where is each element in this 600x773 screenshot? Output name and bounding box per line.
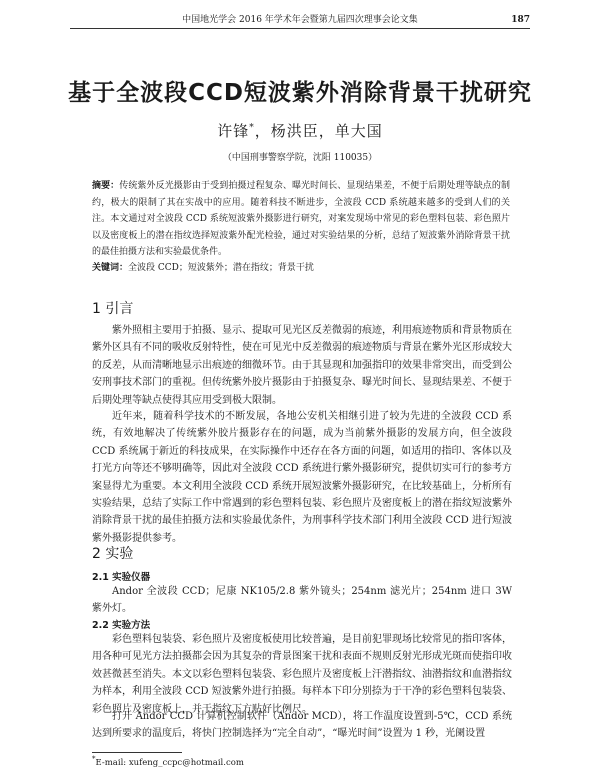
keywords-text: 全波段 CCD；短波紫外；潜在指纹；背景干扰 <box>128 263 314 273</box>
method-paragraph-2: 打开 Andor CCD 计算机控制软件（Andor MCD），将工作温度设置到-5℃，CCD 系统达到所要求的温度后，将快门控制选择为“完全自动”，“曝光时间”设置为 1 秒，光阑设置 <box>92 711 512 740</box>
page-number: 187 <box>511 15 530 25</box>
abstract <box>92 178 510 261</box>
affiliation: （中国刑事警察学院，沈阳 110035） <box>222 153 378 163</box>
abstract-label: 摘要： <box>92 181 120 191</box>
author-list <box>0 120 600 141</box>
running-header <box>70 14 530 29</box>
first-author: 许锋 <box>217 122 250 140</box>
footnote <box>92 755 244 768</box>
footnote-email: E-mail: xufeng_ccpc@hotmail.com <box>95 757 244 768</box>
section-heading-intro: 1 引言 <box>92 301 134 317</box>
footnote-mark: * <box>92 755 96 763</box>
instruments-paragraph: Andor 全波段 CCD；尼康 NK105/2.8 紫外镜头；254nm 滤光片；254nm 进口 3W 紫外灯。 <box>92 586 512 615</box>
method-paragraph-1: 彩色塑料包装袋、彩色照片及密度板使用比较普遍，是目前犯罪现场比较常见的指印客体，用各种可见光方法拍摄都会因为其复杂的背景图案干扰和表面不规则反射光形成光斑而使指印收效甚微甚至消失。本文以彩色塑料包装袋、彩色照片及密度板上汗潜指纹、油潜指纹和血潜指纹为样本，利用全波段 CCD 短波紫外进行拍摄。每样本下印分别捺为于干净的彩色塑料包装袋、彩色照片及密度板上，并于指纹下方贴好比例尺。 <box>92 634 512 715</box>
keywords <box>92 261 510 275</box>
intro-paragraph-2: 近年来，随着科学技术的不断发展，各地公安机关相继引进了较为先进的全波段 CCD 系统，有效地解决了传统紫外胶片摄影存在的问题，成为当前紫外摄影的发展方向，但全波段 CCD 系统属于新近的科技成果，在实际操作中还存在各方面的问题，如适用的指印、客体以及打光方向等还不够明确等，因此对全波段 CCD 系统进行紫外摄影研究，提供切实可行的参考方案显得尤为重要。本文利用全波段 CCD 系统开展短波紫外摄影研究，在比较基础上，分析所有实验结果，总结了实际工作中常遇到的彩色塑料包装、彩色照片及密度板上的潜在指纹短波紫外消除背景干扰的最佳拍摄方法和实验最优条件，为刑事科学技术部门利用全波段 CCD 进行短波紫外摄影提供参考。 <box>92 411 512 544</box>
abstract-text: 传统紫外反光摄影由于受到拍摄过程复杂、曝光时间长、显现结果差，不便于后期处理等缺点的制约，极大的限制了其在实战中的应用。随着科技不断进步，全波段 CCD 系统越来越多的受到人们的关注。本文通过对全波段 CCD 系统短波紫外摄影进行研究，对案发现场中常见的彩色塑料包装、彩色照片以及密度板上的潜在指纹选择短波紫外配光检验，通过对实验结果的分析，总结了短波紫外消除背景干扰的最佳拍摄方法和实验最优条件。 <box>92 181 510 257</box>
subsection-heading-method: 2.2 实验方法 <box>92 620 151 631</box>
keywords-label: 关键词： <box>92 263 129 273</box>
footnote-rule <box>92 752 182 753</box>
other-authors: ，杨洪臣，单大国 <box>254 122 383 140</box>
intro-paragraph-1: 紫外照相主要用于拍摄、显示、提取可见光区反差微弱的痕迹，利用痕迹物质和背景物质在紫外区具有不同的吸收反射特性，使在可见光中反差微弱的痕迹物质与背景在紫外光区形成较大的反差，从而清晰地显示出痕迹的细微环节。由于其显现和加强指印的效果非常突出，而受到公安刑事技术部门的重视。但传统紫外胶片摄影由于拍摄复杂、曝光时间长、显现结果差、不便于后期处理等缺点使得其应用受到极大限制。 <box>92 325 512 406</box>
section-heading-experiment: 2 实验 <box>92 546 134 562</box>
paper-title: 基于全波段CCD短波紫外消除背景干扰研究 <box>68 80 532 106</box>
running-title: 中国地光学会 2016 年学术年会暨第九届四次理事会论文集 <box>182 15 418 25</box>
subsection-heading-instruments: 2.1 实验仪器 <box>92 572 151 583</box>
corresponding-mark: * <box>249 123 255 133</box>
